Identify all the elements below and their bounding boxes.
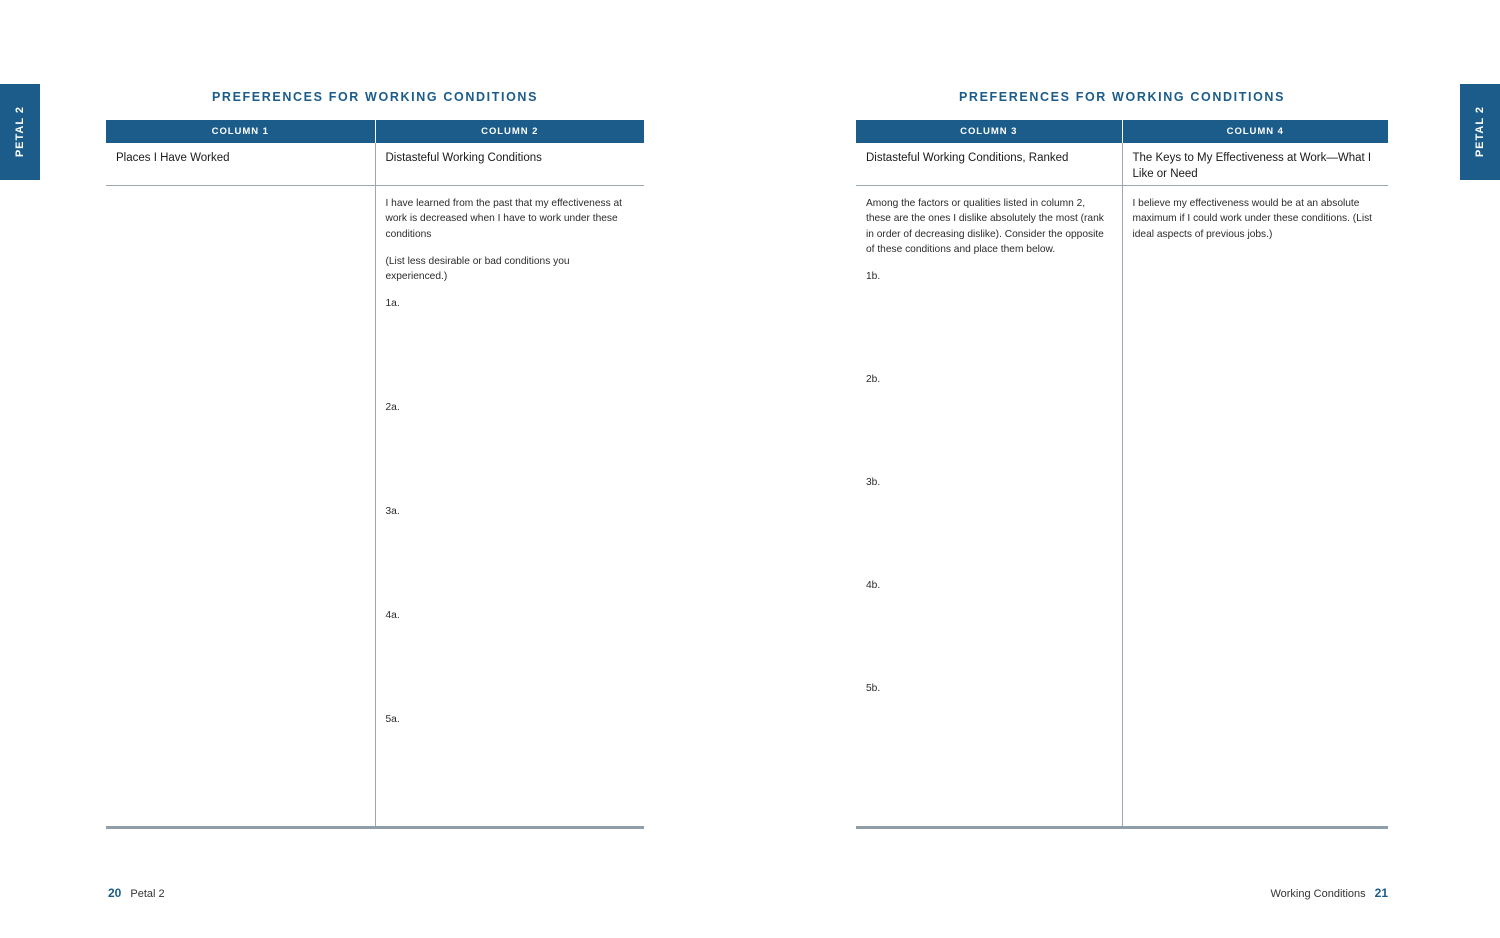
column-4-title-cell [1122, 143, 1388, 185]
left-page-number: 20 [108, 886, 122, 900]
column-header-1: COLUMN 1 [106, 120, 375, 143]
column-3-title: Distasteful Working Conditions, Ranked [866, 152, 1069, 164]
table-body-row [106, 186, 644, 826]
right-footer-label: Working Conditions [1270, 888, 1366, 900]
column-header-3: COLUMN 3 [856, 120, 1122, 143]
column-3-numbered-list [866, 271, 1112, 786]
right-worksheet-table [856, 120, 1388, 826]
list-item[interactable]: 1a. [385, 298, 400, 310]
column-4-title: The Keys to My Effectiveness at Work—What I Like or Need [1132, 152, 1372, 180]
left-page-title: PREFERENCES FOR WORKING CONDITIONS [211, 90, 539, 104]
table-title-row [106, 143, 644, 185]
list-item[interactable]: 4b. [866, 580, 881, 592]
column-4-instruction-1: I believe my effectiveness would be at an absolute maximum if I could work under these conditions. (List ideal aspects of previous jobs.) [1132, 198, 1373, 240]
column-header-2: COLUMN 2 [375, 120, 644, 143]
column-2-answer-area[interactable] [375, 186, 644, 826]
petal-tab-right [1460, 84, 1500, 180]
column-2-title: Distasteful Working Conditions [385, 152, 542, 164]
list-item[interactable]: 5b. [866, 683, 881, 695]
column-2-instruction-1: I have learned from the past that my effectiveness at work is decreased when I have to work under these conditions [385, 198, 623, 240]
petal-tab-left [0, 84, 40, 180]
column-2-instruction-2: (List less desirable or bad conditions you experienced.) [385, 255, 570, 283]
right-table-bottom-rule [856, 826, 1388, 829]
list-item[interactable]: 5a. [385, 714, 400, 726]
list-item[interactable]: 1b. [866, 271, 881, 283]
list-item[interactable]: 4a. [385, 610, 400, 622]
column-4-answer-area[interactable] [1122, 186, 1388, 826]
table-body-row [856, 186, 1388, 826]
left-table-bottom-rule [106, 826, 644, 829]
left-footer [108, 886, 165, 900]
column-3-answer-area[interactable] [856, 186, 1122, 826]
right-page-title: PREFERENCES FOR WORKING CONDITIONS [958, 90, 1286, 104]
list-item[interactable]: 2b. [866, 374, 881, 386]
column-1-title: Places I Have Worked [116, 152, 230, 164]
petal-tab-right-label: PETAL 2 [1474, 106, 1486, 158]
list-item[interactable]: 3b. [866, 477, 881, 489]
column-1-title-cell [106, 143, 375, 185]
column-3-title-cell [856, 143, 1122, 185]
left-footer-label: Petal 2 [130, 888, 165, 900]
table-header-row [856, 120, 1388, 143]
left-worksheet-table [106, 120, 644, 826]
table-title-row [856, 143, 1388, 185]
table-header-row [106, 120, 644, 143]
right-footer [1270, 886, 1388, 900]
list-item[interactable]: 2a. [385, 402, 400, 414]
petal-tab-left-label: PETAL 2 [14, 106, 26, 158]
column-2-numbered-list [386, 298, 635, 818]
list-item[interactable]: 3a. [385, 506, 400, 518]
column-1-answer-area[interactable] [106, 186, 375, 826]
column-3-instruction-1: Among the factors or qualities listed in column 2, these are the ones I dislike absolutely the most (rank in order of decreasing dislike). Consider the opposite of these conditions and place them below. [866, 198, 1104, 255]
right-page [750, 0, 1500, 938]
column-header-4: COLUMN 4 [1122, 120, 1388, 143]
right-page-number: 21 [1374, 886, 1388, 900]
column-2-title-cell [375, 143, 644, 185]
